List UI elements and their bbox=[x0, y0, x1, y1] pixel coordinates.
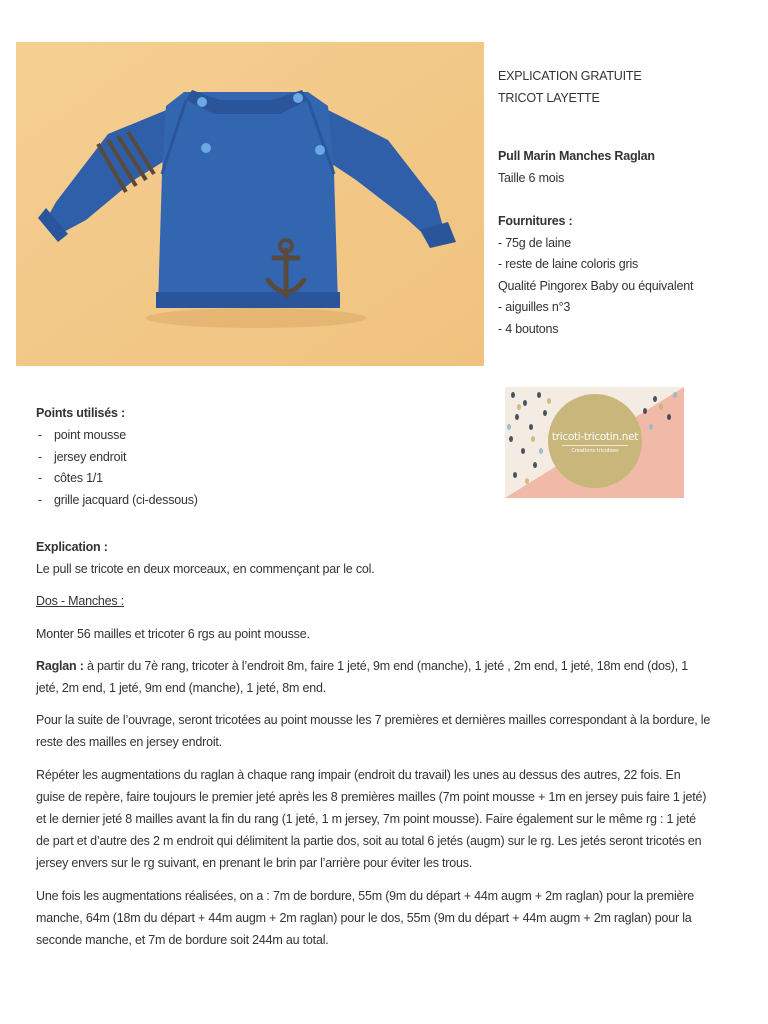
raglan-text: à partir du 7è rang, tricoter à l’endroit 8m, faire 1 jeté, 9m end (manche), 1 jeté , 2m end, 1 jeté, 18m end (dos), 1 jeté, 2m end, 1 jeté, 9m end (manche), 1 jeté, 8m end. bbox=[36, 658, 689, 696]
supplies-item: Qualité Pingorex Baby ou équivalent bbox=[498, 278, 694, 293]
sweater-photo bbox=[16, 42, 484, 366]
cast-on-paragraph: Monter 56 mailles et tricoter 6 rgs au point mousse. bbox=[36, 626, 310, 641]
supplies-item: - aiguilles n°3 bbox=[498, 300, 571, 314]
stitch-item bbox=[36, 447, 396, 469]
blue-sweater-illustration bbox=[16, 42, 484, 366]
pattern-intro bbox=[498, 66, 758, 340]
logo-tagline: Créations tricotées bbox=[571, 448, 619, 454]
pattern-size: Taille 6 mois bbox=[498, 170, 565, 185]
pattern-title: Pull Marin Manches Raglan bbox=[498, 149, 655, 163]
stitch-item-label: côtes 1/1 bbox=[54, 471, 103, 486]
stitches-section bbox=[36, 403, 396, 512]
stitches-title: Points utilisés : bbox=[36, 406, 125, 420]
stitch-item bbox=[36, 490, 396, 512]
stitch-item-label: jersey endroit bbox=[54, 449, 127, 464]
stitch-item bbox=[36, 425, 396, 447]
raglan-label: Raglan : bbox=[36, 658, 84, 673]
border-paragraph: Pour la suite de l’ouvrage, seront tricotées au point mousse les 7 premières et dernières mailles correspondant à la bordure, le reste des mailles en jersey endroit. bbox=[36, 713, 711, 750]
explanation-intro: Le pull se tricote en deux morceaux, en commençant par le col. bbox=[36, 562, 375, 577]
increases-paragraph: Répéter les augmentations du raglan à chaque rang impair (endroit du travail) les unes au dessus des autres, 22 fois. En guise de repère, faire toujours le premier jeté après les 8 premières mailles (7m point mousse + 1m en jersey puis faire 1 jeté) et le dernier jeté 8 mailles avant la fin du rang (1 jeté, 1 m jersey, 7m point mousse). Faire également sur le même rg : 1 jeté de part et d’autre des 2 m endroit qui délimitent la partie dos, soit au total 6 jetés (augm) sur le rg. Les jetés seront tricotés en jersey envers sur le rg suivant, en prenant le brin par l’arrière pour éviter les trous. bbox=[36, 767, 707, 871]
logo-site-name: tricoti-tricotin.net bbox=[551, 431, 639, 443]
intro-line-1: EXPLICATION GRATUITE bbox=[498, 69, 642, 83]
explanation-section bbox=[36, 536, 712, 951]
stitch-item-label: grille jacquard (ci-dessous) bbox=[54, 493, 198, 508]
supplies-item: - 4 boutons bbox=[498, 321, 559, 336]
section-heading-dos-manches: Dos - Manches : bbox=[36, 594, 125, 609]
intro-line-2: TRICOT LAYETTE bbox=[498, 90, 600, 105]
stitches-list bbox=[36, 425, 396, 512]
explanation-title: Explication : bbox=[36, 540, 108, 554]
supplies-title: Fournitures : bbox=[498, 214, 573, 228]
totals-paragraph: Une fois les augmentations réalisées, on a : 7m de bordure, 55m (9m du départ + 44m augm + 2m raglan) pour la première manche, 64m (18m du départ + 44m augm + 2m raglan) pour le dos, 55m (9m du départ + 44m augm + 2m raglan) pour la seconde manche, et 7m de bordure soit 244m au total. bbox=[36, 888, 695, 948]
raglan-paragraph bbox=[36, 655, 712, 699]
supplies-item: - 75g de laine bbox=[498, 235, 571, 250]
supplies-item: - reste de laine coloris gris bbox=[498, 257, 639, 271]
stitch-item-label: point mousse bbox=[54, 427, 126, 442]
brand-logo[interactable] bbox=[505, 387, 684, 498]
stitch-item bbox=[36, 468, 396, 490]
